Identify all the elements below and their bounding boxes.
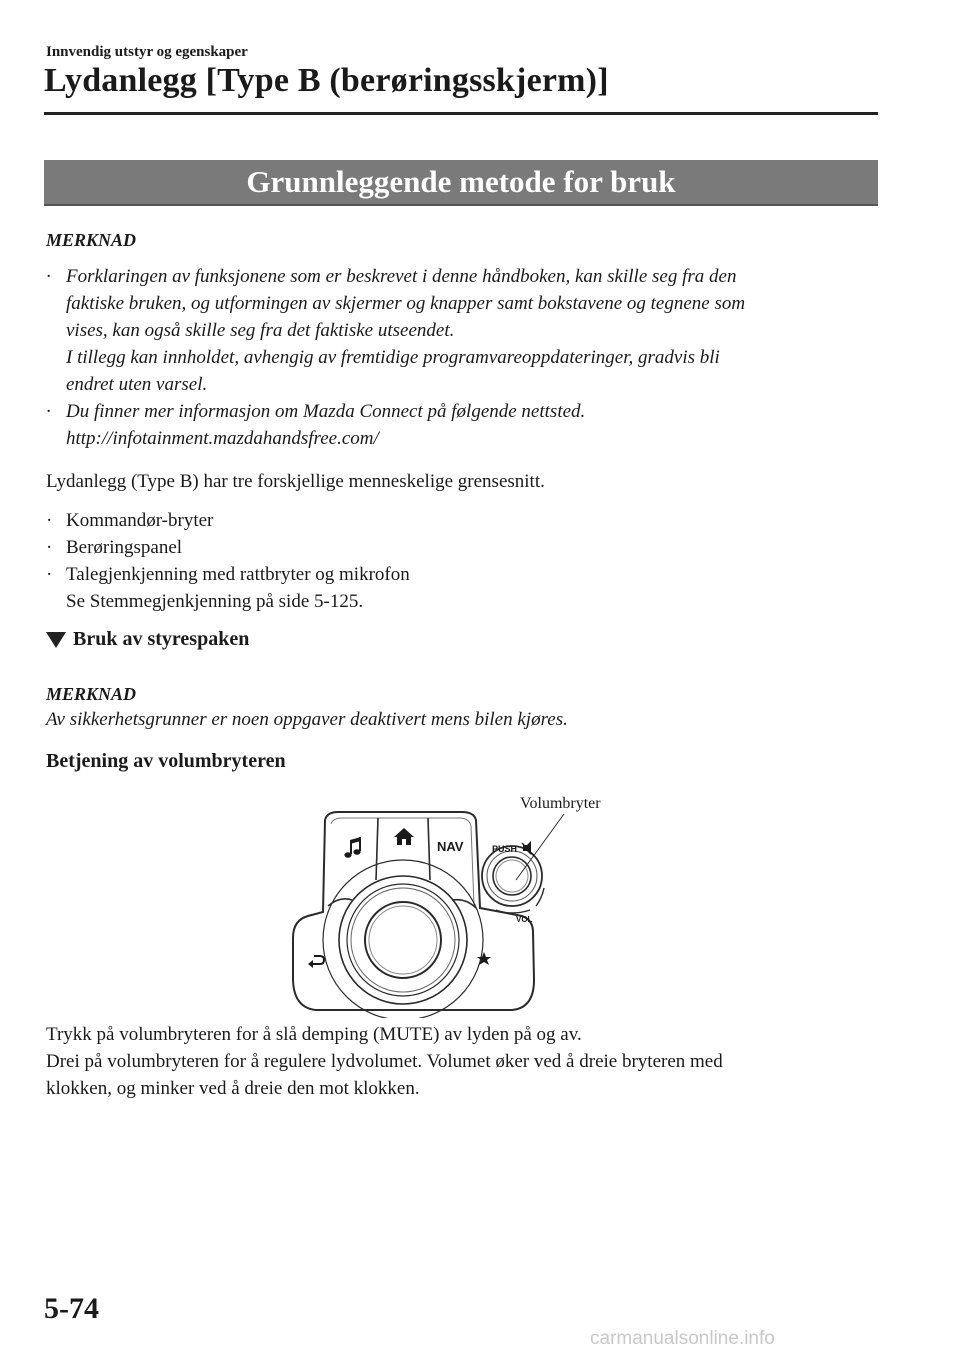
body-line: Trykk på volumbryteren for å slå demping (MUTE) av lyden på og av.	[46, 1024, 582, 1045]
music-note-icon	[344, 837, 361, 858]
list-item	[46, 507, 876, 534]
figure-heading: Betjening av volumbryteren	[46, 750, 286, 772]
note-bullet-2	[46, 398, 876, 452]
title-rule	[44, 112, 878, 115]
note-heading: MERKNAD	[46, 684, 137, 704]
body-line: Drei på volumbryteren for å regulere lydvolumet. Volumet øker ved å dreie bryteren med	[46, 1051, 723, 1072]
note-list	[46, 263, 876, 452]
see-reference: Se Stemmegjenkjenning på side 5-125.	[66, 591, 364, 612]
list-item-label: Talegjenkjenning med rattbryter og mikrofon	[66, 564, 410, 585]
note-bullet-1	[46, 263, 876, 398]
bullet-dot: ·	[46, 401, 51, 422]
nav-button-label: NAV	[437, 839, 464, 854]
note-line: Du finner mer informasjon om Mazda Connect på følgende nettsted.	[66, 401, 586, 422]
back-arrow-icon	[308, 956, 324, 968]
bullet-dot: ·	[46, 266, 51, 287]
subsection-title: Bruk av styrespaken	[73, 628, 250, 650]
intro-paragraph: Lydanlegg (Type B) har tre forskjellige menneskelige grensesnitt.	[46, 471, 545, 492]
page-number: 5-74	[44, 1292, 99, 1325]
list-item-label: Berøringspanel	[66, 537, 183, 558]
section-label: Innvendig utstyr og egenskaper	[46, 44, 248, 60]
vol-label: VOL	[516, 915, 533, 924]
callout-label: Volumbryter	[520, 795, 601, 812]
list-item	[46, 534, 876, 561]
interfaces-list	[46, 507, 876, 615]
note-line: Forklaringen av funksjonene som er beskrevet i denne håndboken, kan skille seg fra den	[66, 266, 737, 287]
list-item-label: Kommandør-bryter	[66, 510, 214, 531]
note-line: endret uten varsel.	[66, 374, 208, 395]
note-line: vises, kan også skille seg fra det faktiske utseendet.	[66, 320, 455, 341]
page-title: Lydanlegg [Type B (berøringsskjerm)]	[44, 62, 609, 99]
note-line: I tillegg kan innholdet, avhengig av fremtidige programvareoppdateringer, gradvis bli	[66, 347, 720, 368]
note-line: http://infotainment.mazdahandsfree.com/	[66, 428, 379, 449]
bullet-dot: ·	[46, 564, 53, 585]
section-banner: Grunnleggende metode for bruk	[44, 160, 878, 206]
triangle-down-icon	[46, 632, 66, 648]
commander-switch-figure	[280, 788, 650, 1018]
body-line: klokken, og minker ved å dreie den mot klokken.	[46, 1078, 420, 1099]
note-heading: MERKNAD	[46, 230, 137, 250]
list-item	[46, 561, 876, 588]
watermark: carmanualsonline.info	[590, 1328, 775, 1349]
commander-switch-illustration	[280, 788, 650, 1018]
push-label: PUSH	[492, 844, 518, 854]
bullet-dot: ·	[46, 537, 53, 558]
body-paragraph	[46, 1021, 876, 1102]
note-text: Av sikkerhetsgrunner er noen oppgaver deaktivert mens bilen kjøres.	[46, 709, 568, 730]
home-icon	[394, 828, 414, 845]
bullet-dot: ·	[46, 510, 53, 531]
subsection-heading	[46, 628, 249, 651]
note-line: faktiske bruken, og utformingen av skjermer og knapper samt bokstavene og tegnene som	[66, 293, 746, 314]
